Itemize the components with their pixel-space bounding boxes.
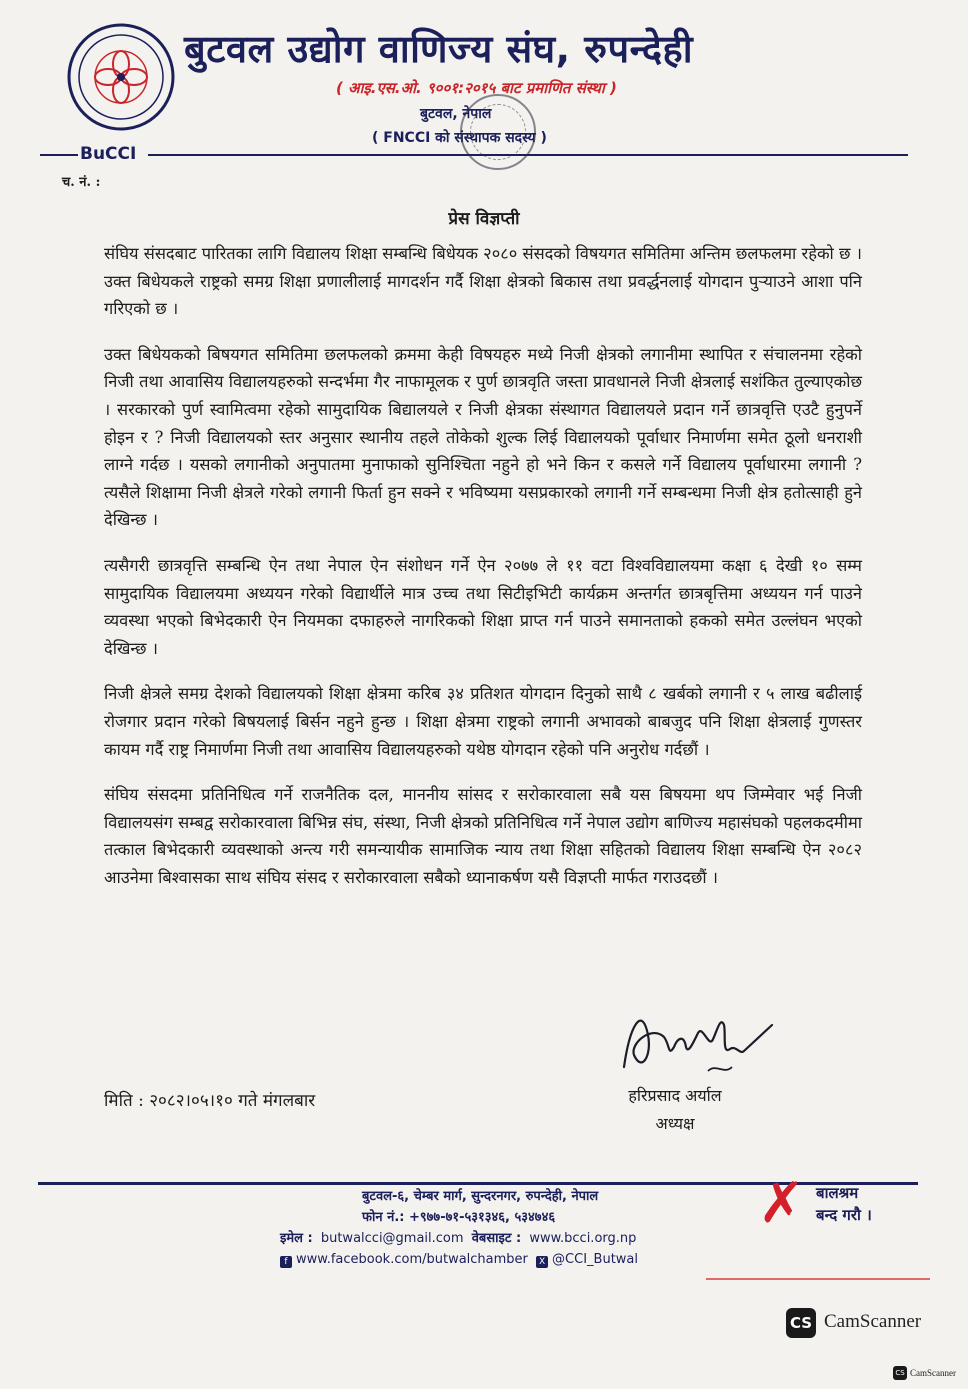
cross-mark-icon: ✗: [758, 1171, 805, 1236]
org-title: बुटवल उद्योग वाणिज्य संघ, रुपन्देही: [184, 27, 694, 71]
website-label: वेबसाइट :: [471, 1231, 522, 1246]
slogan-line-1: बालश्रम: [816, 1184, 859, 1202]
fncci-membership: ( FNCCI को संस्थापक सदस्य ): [372, 130, 547, 146]
signatory-name: हरिप्रसाद अर्याल: [628, 1086, 722, 1105]
camscanner-mini-watermark: CamScanner: [910, 1368, 956, 1378]
camscanner-badge: CS: [786, 1308, 816, 1338]
letter-date: मिति : २०८२।०५।१० गते मंगलबार: [104, 1091, 316, 1111]
twitter-handle[interactable]: @CCI_Butwal: [552, 1252, 639, 1267]
footer-contact: [280, 1186, 642, 1270]
logo-label: BuCCI: [80, 144, 137, 164]
signatory-title: अध्यक्ष: [655, 1114, 695, 1133]
paragraph: संघिय संसदमा प्रतिनिधित्व गर्ने राजनैतिक दल, माननीय सांसद र सरोकारवाला सबै यस बिषयमा थप जिम्मेवार भई निजी विद्यालयसंग सम्बद्व सरोकारवाला बिभिन्न संघ, संस्था, निजी क्षेत्रको प्रतिनिधित्व गर्ने नेपाल उद्योग बाणिज्य महासंघको पहलकदमीमा तत्काल बिभेदकारी व्यवस्थाको अन्त्य गरी समन्यायीक सामाजिक न्याय तथा शिक्षा सहितको विद्यालय शिक्षा सम्बन्धि ऐन २०८२ आउनेमा बिश्वासका साथ संघिय संसद र सरोकारवाला सबैको ध्यानाकर्षण यसै विज्ञप्ती मार्फत गराउदछौं ।: [104, 785, 862, 887]
chamber-emblem-icon: [66, 22, 176, 132]
camscanner-mini-badge: CS: [893, 1366, 907, 1380]
round-seal-icon: [460, 94, 536, 170]
paragraph: उक्त बिधेयकको बिषयगत समितिमा छलफलको क्रममा केही विषयहरु मध्ये निजी क्षेत्रको लगानीमा स्थापित र संचालनमा रहेको निजी तथा आवासिय विद्यालयहरुको सन्दर्भमा गैर नाफामूलक र पुर्ण छात्रवृति जस्ता प्रावधानले निजी क्षेत्रलाई सशंकित तुल्याएकोछ । सरकारको पुर्ण स्वामित्वमा रहेको सामुदायिक बिद्यालयले र निजी क्षेत्रका संस्थागत विद्यालयले प्रदान गर्ने छात्रवृत्ति एउटै हुनुपर्ने होइन र ? निजी विद्यालयको स्तर अनुसार स्थानीय तहले तोकेको शुल्क लिई विद्यालयको पूर्वाधार निमार्णमा समेत ठूलो धनराशी लाग्ने गर्दछ । यसको लगानीको अनुपातमा मुनाफाको सुनिश्चिता नहुने हो भने किन र कसले गर्ने विद्यालय पूर्वाधारमा लगानी ? त्यसैले शिक्षामा निजी क्षेत्रले गरेको लगानी फिर्ता हुन सक्ने र भविष्यमा यसप्रकारको लगानी गर्ने सम्बन्धमा निजी क्षेत्र हतोत्साही हुने देखिन्छ ।: [104, 344, 862, 530]
footer-social-row: [280, 1249, 642, 1270]
footer-address: बुटवल-६, चेम्बर मार्ग, सुन्दरनगर, रुपन्देही, नेपाल: [362, 1189, 599, 1204]
footer-phone-row: [280, 1207, 642, 1228]
twitter-icon: X: [536, 1256, 548, 1268]
chamber-location: बुटवल, नेपाल: [420, 106, 492, 122]
paragraph: त्यसैगरी छात्रवृत्ति सम्बन्धि ऐन तथा नेपाल ऐन संशोधन गर्ने ऐन २०७७ ले ११ वटा विश्वविद्यालयमा कक्षा ६ देखी १० सम्म सामुदायिक विद्यालयमा अध्ययन गरेको विद्यार्थीले मात्र उच्च तथा सिटीइभिटी कार्यक्रम अन्तर्गत छात्रबृत्तिमा अध्ययन गर्न पाउने व्यवस्था भएको बिभेदकारी ऐन नियमका दफाहरुले नागरिकको शिक्षा प्राप्त गर्न पाउने समानताको हकको समेत उल्लंघन भएको देखिन्छ ।: [104, 555, 862, 658]
camscanner-watermark: CamScanner: [824, 1311, 922, 1332]
email-link[interactable]: butwalcci@gmail.com: [320, 1231, 464, 1246]
child-labour-slogan: [816, 1182, 872, 1226]
certification-line: ( आइ.एस.ओ. ९००१:२०१५ बाट प्रमाणित संस्था ): [336, 79, 617, 97]
signatory: [600, 1082, 750, 1138]
website-link[interactable]: www.bcci.org.np: [529, 1231, 637, 1246]
footer-red-rule: [706, 1278, 930, 1280]
phone-number: +९७७-७१-५३१३४६, ५३४७४६: [409, 1210, 556, 1225]
facebook-icon: f: [280, 1256, 292, 1268]
signature-icon: [612, 985, 782, 1085]
header-rule-left: [40, 154, 78, 156]
press-release-title: प्रेस विज्ञप्ती: [448, 209, 520, 229]
paragraph: संघिय संसदबाट पारितका लागि विद्यालय शिक्षा सम्बन्धि बिधेयक २०८० संसदको विषयगत समितिमा अन्तिम छलफलमा रहेको छ । उक्त बिधेयकले राष्ट्रको समग्र शिक्षा प्रणालीलाई मागदर्शन गर्दै शिक्षा क्षेत्रको बिकास तथा प्रवर्द्धनलाई योगदान पुऱ्याउने आशा पनि गरिएको छ ।: [104, 244, 862, 319]
footer-email-row: [280, 1228, 642, 1249]
paragraph: निजी क्षेत्रले समग्र देशको विद्यालयको शिक्षा क्षेत्रमा करिब ३४ प्रतिशत योगदान दिनुको साथै ८ खर्बको लगानी र ५ लाख बढीलाई रोजगार प्रदान गरेको बिषयलाई बिर्सन नहुने हुन्छ । शिक्षा क्षेत्रमा राष्ट्रको लगानी अभावको बाबजुद पनि शिक्षा क्षेत्रलाई गुणस्तर कायम गर्दै राष्ट्र निमार्णमा निजी तथा आवासिय विद्यालयहरुको यथेष्ठ योगदान रहेको पनि अनुरोध गर्दछौं ।: [104, 684, 862, 759]
facebook-link[interactable]: www.facebook.com/butwalchamber: [296, 1252, 528, 1267]
letter-body: [104, 240, 862, 909]
email-label: इमेल :: [280, 1231, 313, 1246]
phone-label: फोन नं.:: [362, 1210, 405, 1225]
reference-number: च. नं. :: [62, 175, 101, 190]
slogan-line-2: बन्द गरौ ।: [816, 1206, 872, 1224]
